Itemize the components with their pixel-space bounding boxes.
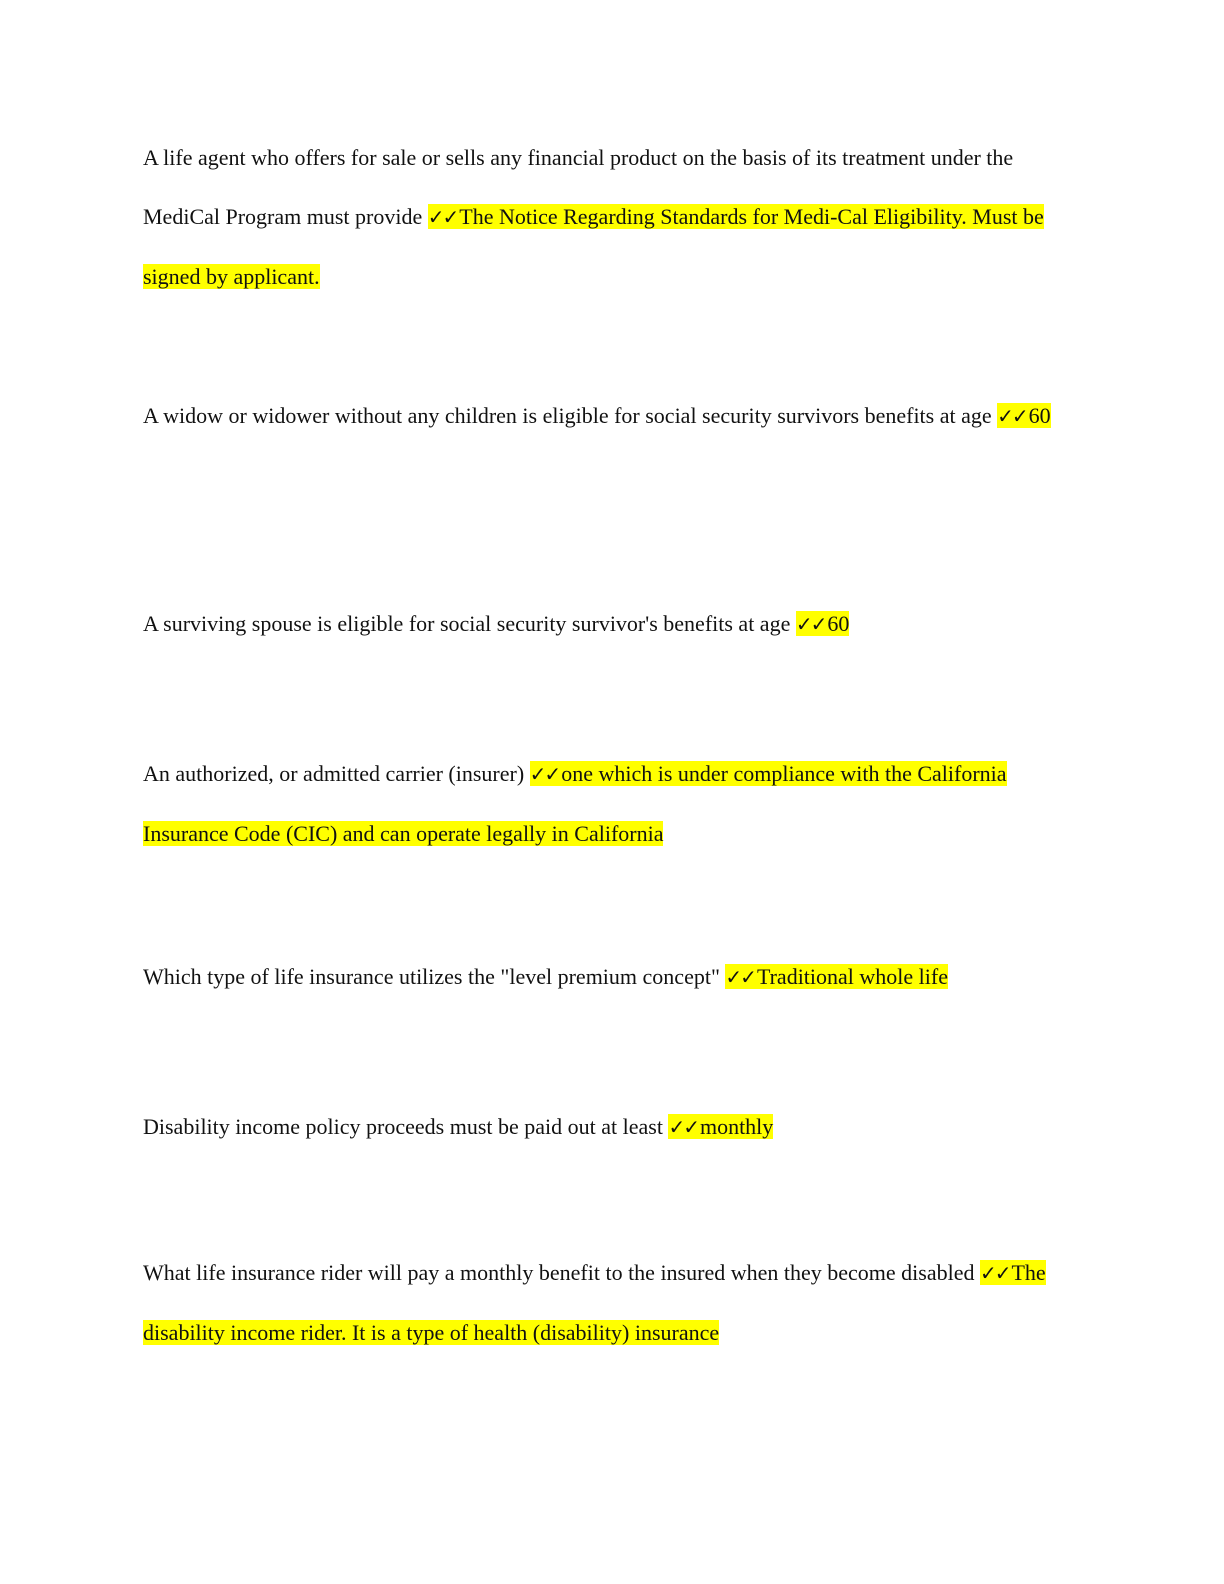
- answer-text: 60: [1028, 403, 1051, 428]
- qa-item-surviving-spouse: [143, 594, 1083, 654]
- answer-highlight: [997, 403, 1051, 428]
- double-check-icon: ✓✓: [795, 612, 826, 636]
- answer-text: The Notice Regarding Standards for Medi-Cal Eligibility. Must be signed by applicant.: [143, 204, 1044, 289]
- qa-item-widow-benefits: [143, 386, 1083, 446]
- double-check-icon: ✓✓: [427, 205, 458, 229]
- qa-item-level-premium: [143, 947, 1083, 1007]
- answer-text: one which is under compliance with the California Insurance Code (CIC) and can operate legally in California: [143, 761, 1007, 846]
- answer-text: The disability income rider. It is a type of health (disability) insurance: [143, 1260, 1046, 1345]
- qa-item-disability-proceeds: [143, 1097, 1083, 1157]
- answer-text: 60: [827, 611, 850, 636]
- question-text: What life insurance rider will pay a monthly benefit to the insured when they become disabled: [143, 1260, 980, 1285]
- answer-highlight: [796, 611, 850, 636]
- answer-text: Traditional whole life: [756, 964, 948, 989]
- double-check-icon: ✓✓: [725, 965, 755, 989]
- answer-highlight: [668, 1114, 773, 1139]
- double-check-icon: ✓✓: [997, 404, 1027, 428]
- double-check-icon: ✓✓: [979, 1261, 1010, 1285]
- double-check-icon: ✓✓: [529, 762, 560, 786]
- qa-item-medical-notice: [143, 128, 1083, 306]
- answer-text: monthly: [699, 1114, 774, 1139]
- question-text: An authorized, or admitted carrier (insurer): [143, 761, 530, 786]
- question-text: A widow or widower without any children is eligible for social security survivors benefits at age: [143, 403, 998, 428]
- double-check-icon: ✓✓: [668, 1115, 698, 1139]
- question-text: A life agent who offers for sale or sells any financial product on the basis of its treatment under the MediCal Program must provide: [143, 145, 1014, 229]
- question-text: A surviving spouse is eligible for social security survivor's benefits at age: [143, 611, 796, 636]
- answer-highlight: [725, 964, 948, 989]
- qa-item-disability-rider: [143, 1243, 1083, 1362]
- question-text: Which type of life insurance utilizes the "level premium concept": [143, 964, 726, 989]
- qa-item-admitted-carrier: [143, 744, 1083, 863]
- question-text: Disability income policy proceeds must be paid out at least: [143, 1114, 669, 1139]
